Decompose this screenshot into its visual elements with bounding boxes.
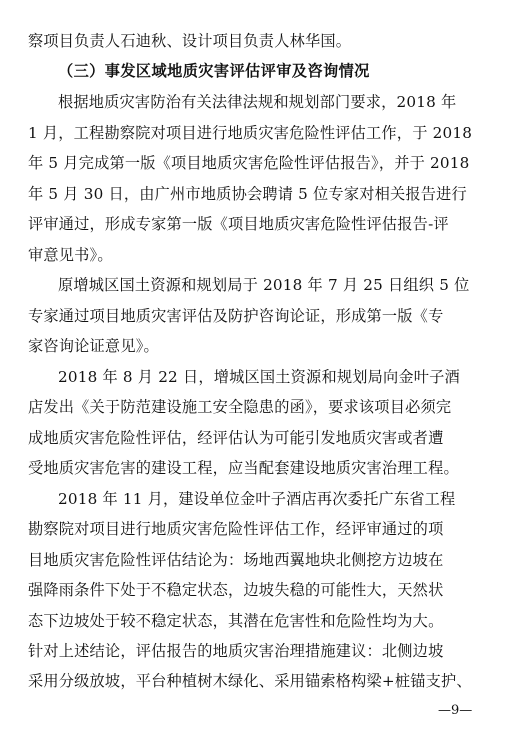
- body-text-line: 态下边坡处于较不稳定状态，其潜在危害性和危险性均为大。: [28, 612, 444, 630]
- body-text-line: 根据地质灾害防治有关法律法规和规划部门要求，2018 年: [58, 93, 457, 111]
- body-text-line: 评审通过，形成专家第一版《项目地质灾害危险性评估报告-评: [28, 215, 449, 233]
- page-number: —9—: [438, 703, 473, 718]
- body-text-line: 2018 年 11 月，建设单位金叶子酒店再次委托广东省工程: [58, 490, 456, 508]
- body-text-line: 店发出《关于防范建设施工安全隐患的函》，要求该项目必须完: [28, 398, 452, 416]
- body-text-line: 审意见书》。: [28, 246, 113, 264]
- section-heading: （三）事发区域地质灾害评估评审及咨询情况: [58, 62, 370, 80]
- body-text-line: 年 5 月完成第一版《项目地质灾害危险性评估报告》，并于 2018: [28, 154, 470, 172]
- body-text-line: 强降雨条件下处于不稳定状态，边坡失稳的可能性大，天然状: [28, 581, 444, 599]
- body-text-line: 1 月，工程勘察院对项目进行地质灾害危险性评估工作，于 2018: [28, 124, 473, 142]
- body-text-line: 原增城区国土资源和规划局于 2018 年 7 月 25 日组织 5 位: [58, 276, 470, 294]
- body-text-line: 察项目负责人石迪秋、设计项目负责人林华国。: [28, 32, 352, 50]
- body-text-line: 2018 年 8 月 22 日，增城区国土资源和规划局向金叶子酒: [58, 368, 460, 386]
- body-text-line: 目地质灾害危险性评估结论为：场地西翼地块北侧挖方边坡在: [28, 551, 444, 569]
- body-text-line: 采用分级放坡，平台种植树木绿化、采用锚索格构梁+桩锚支护、: [28, 672, 472, 690]
- body-text-line: 针对上述结论，评估报告的地质灾害治理措施建议：北侧边坡: [28, 642, 444, 660]
- body-text-line: 成地质灾害危险性评估，经评估认为可能引发地质灾害或者遭: [28, 429, 444, 447]
- body-text-line: 家咨询论证意见》。: [28, 337, 159, 355]
- body-text-line: 勘察院对项目进行地质灾害危险性评估工作，经评审通过的项: [28, 520, 444, 538]
- body-text-line: 年 5 月 30 日，由广州市地质协会聘请 5 位专家对相关报告进行: [28, 185, 467, 203]
- body-text-line: 专家通过项目地质灾害评估及防护咨询论证，形成第一版《专: [28, 307, 444, 325]
- body-text-line: 受地质灾害危害的建设工程，应当配套建设地质灾害治理工程。: [28, 459, 459, 477]
